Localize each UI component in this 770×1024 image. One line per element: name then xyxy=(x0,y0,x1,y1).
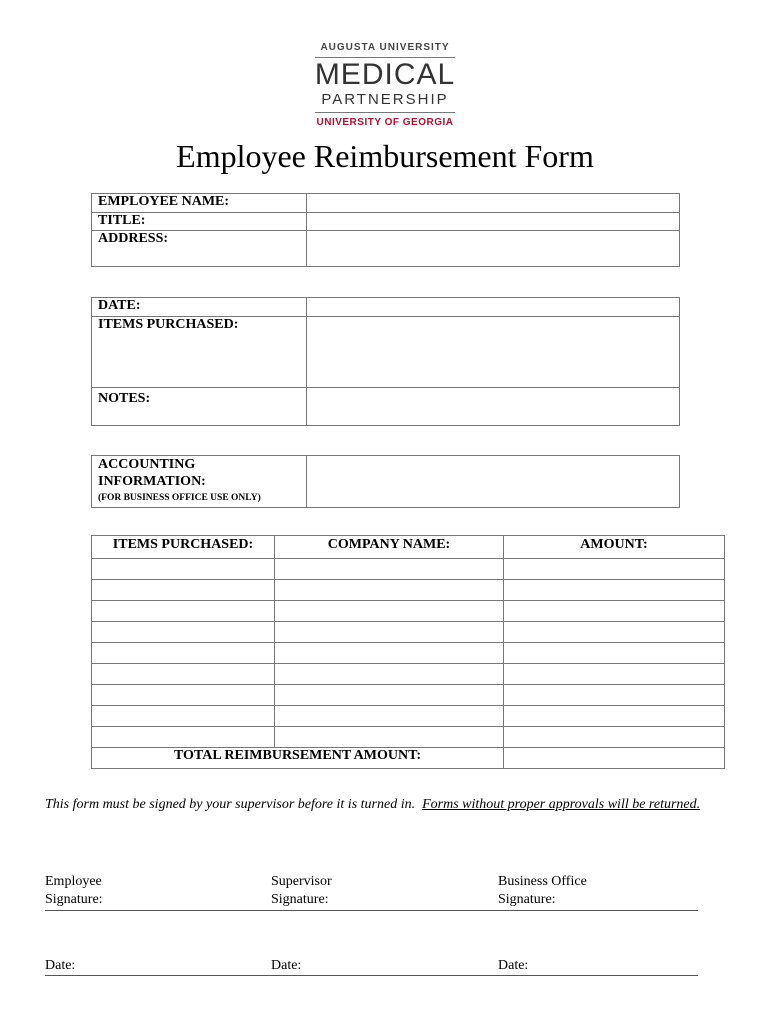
item-cell[interactable] xyxy=(92,559,275,580)
amount-cell[interactable] xyxy=(504,664,725,685)
items-purchased-label: ITEMS PURCHASED: xyxy=(92,317,307,388)
address-label: ADDRESS: xyxy=(92,231,307,267)
company-cell[interactable] xyxy=(275,664,504,685)
business-office-signature-label xyxy=(498,873,587,909)
amount-cell[interactable] xyxy=(504,685,725,706)
address-field[interactable] xyxy=(307,231,680,267)
company-cell[interactable] xyxy=(275,580,504,601)
employee-signature-line2: Signature: xyxy=(45,892,103,907)
supervisor-signature-label xyxy=(271,873,332,909)
table-row xyxy=(92,664,725,685)
table-row xyxy=(92,706,725,727)
item-cell[interactable] xyxy=(92,601,275,622)
business-office-signature-line2: Signature: xyxy=(498,892,556,907)
table-row xyxy=(92,643,725,664)
employee-signature-label xyxy=(45,873,103,909)
employee-info-table xyxy=(91,193,680,267)
item-cell[interactable] xyxy=(92,664,275,685)
item-cell[interactable] xyxy=(92,685,275,706)
employee-date-label: Date: xyxy=(45,958,76,973)
logo-partnership: PARTNERSHIP xyxy=(321,91,449,108)
company-cell[interactable] xyxy=(275,685,504,706)
total-amount-cell[interactable] xyxy=(504,748,725,769)
notice-text: This form must be signed by your supervisor before it is turned in. xyxy=(45,797,416,812)
notice-underlined: Forms without proper approvals will be returned. xyxy=(422,797,701,812)
table-row xyxy=(92,601,725,622)
amount-cell[interactable] xyxy=(504,706,725,727)
table-row xyxy=(92,622,725,643)
company-cell[interactable] xyxy=(275,601,504,622)
supervisor-date-label: Date: xyxy=(271,958,302,973)
item-cell[interactable] xyxy=(92,706,275,727)
accounting-label-line1: ACCOUNTING xyxy=(98,457,196,472)
company-cell[interactable] xyxy=(275,706,504,727)
logo-augusta-university: AUGUSTA UNIVERSITY xyxy=(320,42,450,53)
date-line[interactable] xyxy=(45,975,698,976)
title-label: TITLE: xyxy=(92,213,307,231)
supervisor-signature-line1: Supervisor xyxy=(271,874,332,889)
company-cell[interactable] xyxy=(275,643,504,664)
page-title: Employee Reimbursement Form xyxy=(176,138,594,174)
item-cell[interactable] xyxy=(92,727,275,748)
table-row xyxy=(92,559,725,580)
company-cell[interactable] xyxy=(275,622,504,643)
logo xyxy=(0,42,770,128)
business-office-signature-line1: Business Office xyxy=(498,874,587,889)
item-cell[interactable] xyxy=(92,643,275,664)
accounting-label-line2: INFORMATION: xyxy=(98,474,206,489)
table-row xyxy=(92,685,725,706)
header-items-purchased: ITEMS PURCHASED: xyxy=(92,536,275,559)
items-table xyxy=(91,535,725,769)
signature-line[interactable] xyxy=(45,910,698,911)
amount-cell[interactable] xyxy=(504,622,725,643)
item-cell[interactable] xyxy=(92,580,275,601)
amount-cell[interactable] xyxy=(504,580,725,601)
logo-mark xyxy=(315,57,455,113)
company-cell[interactable] xyxy=(275,727,504,748)
total-reimbursement-label: TOTAL REIMBURSEMENT AMOUNT: xyxy=(92,748,504,769)
date-label: DATE: xyxy=(92,298,307,317)
business-office-date-label: Date: xyxy=(498,958,529,973)
purchase-info-table xyxy=(91,297,680,426)
logo-uga: UNIVERSITY OF GEORGIA xyxy=(316,117,454,128)
signature-notice xyxy=(45,795,725,815)
accounting-table xyxy=(91,455,680,508)
header-company-name: COMPANY NAME: xyxy=(275,536,504,559)
table-row xyxy=(92,727,725,748)
items-purchased-field[interactable] xyxy=(307,317,680,388)
notes-field[interactable] xyxy=(307,388,680,426)
company-cell[interactable] xyxy=(275,559,504,580)
employee-name-label: EMPLOYEE NAME: xyxy=(92,194,307,213)
accounting-note: (FOR BUSINESS OFFICE USE ONLY) xyxy=(98,493,261,503)
employee-name-field[interactable] xyxy=(307,194,680,213)
logo-medical: MEDICAL xyxy=(314,58,456,91)
header-amount: AMOUNT: xyxy=(504,536,725,559)
title-field[interactable] xyxy=(307,213,680,231)
table-row xyxy=(92,580,725,601)
supervisor-signature-line2: Signature: xyxy=(271,892,329,907)
amount-cell[interactable] xyxy=(504,601,725,622)
amount-cell[interactable] xyxy=(504,727,725,748)
notes-label: NOTES: xyxy=(92,388,307,426)
accounting-field[interactable] xyxy=(307,456,680,508)
accounting-label xyxy=(92,456,307,508)
amount-cell[interactable] xyxy=(504,559,725,580)
date-field[interactable] xyxy=(307,298,680,317)
item-cell[interactable] xyxy=(92,622,275,643)
employee-signature-line1: Employee xyxy=(45,874,102,889)
amount-cell[interactable] xyxy=(504,643,725,664)
